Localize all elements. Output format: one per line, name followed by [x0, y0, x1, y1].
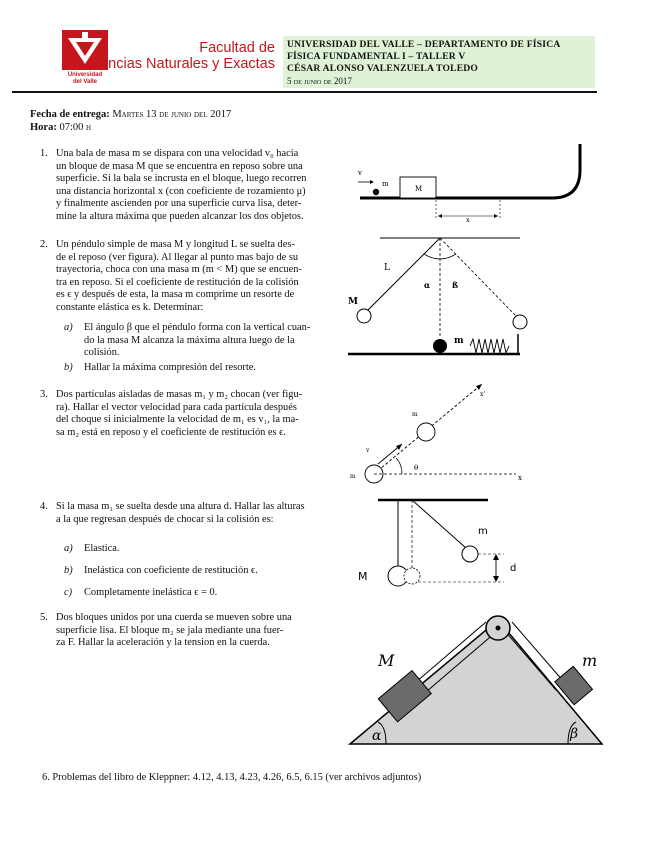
problem-number: 4. [40, 501, 48, 512]
problem-4a [64, 543, 338, 556]
problem-line: superficie. Si la bala se incrusta en el bloque, luego recorren [56, 173, 307, 185]
problem-2 [42, 239, 338, 315]
subitem-line: do la masa M alcanza la máxima altura luego de la [84, 334, 295, 346]
problem-4b [64, 565, 338, 578]
problem-line: mine la altura máxima que pueden alcanzar los dos objetos. [56, 210, 304, 222]
label-alpha: α [424, 280, 431, 290]
header-course: FÍSICA FUNDAMENTAL I – TALLER V [287, 51, 466, 62]
problem-number: 1. [40, 148, 48, 159]
label-M: M [415, 185, 423, 193]
subitem-line: Inelástica con coeficiente de restitución ϵ. [84, 565, 258, 576]
label-beta: β [570, 726, 579, 742]
header-date: 5 de junio de 2017 [287, 76, 352, 86]
subitem-label: b) [64, 565, 73, 576]
problem-6: 6. Problemas del libro de Kleppner: 4.12, 4.13, 4.23, 4.26, 6.5, 6.15 (ver archivos adjuntos) [42, 772, 422, 783]
label-alpha: α [372, 728, 382, 744]
label-v: v [358, 169, 362, 177]
problem-line: Una bala de masa m se dispara con una velocidad v₀ hacia [56, 148, 299, 159]
label-M: M [378, 651, 395, 670]
mass-m [433, 339, 447, 353]
time-label: Hora: [30, 122, 57, 133]
subitem-label: a) [64, 543, 73, 554]
due-value: Martes 13 de junio del 2017 [112, 109, 232, 120]
problem-line: trayectoria, choca con una masa m (m < M) que se encuen- [56, 264, 302, 276]
problem-line: ra). Hallar el vector velocidad para cada partícula después [56, 401, 297, 413]
label-m: m [382, 180, 389, 188]
figure-3-collision [342, 384, 534, 488]
problem-line: un bloque de masa M que se encuentra en reposo sobre una [56, 160, 303, 172]
problem-line: sa m₂ está en reposo y el coeficiente de restitución es ϵ. [56, 426, 286, 438]
header-university: UNIVERSIDAD DEL VALLE – DEPARTAMENTO DE FÍSICA [287, 39, 561, 50]
due-date [30, 109, 231, 120]
problem-1 [42, 148, 338, 224]
problem-4c [64, 587, 338, 600]
due-time [30, 122, 91, 133]
bullet-icon [373, 189, 379, 195]
problem-number: 5. [40, 612, 48, 623]
subitem-line: Hallar la máxima compresión del resorte. [84, 362, 256, 373]
problem-line: superficie lisa. El bloque m₂ se jala mediante una fuer- [56, 624, 284, 636]
label-m: m [582, 651, 598, 670]
label-m2: m [412, 411, 418, 418]
label-M: M [358, 570, 368, 583]
time-value: 07:00 h [59, 122, 92, 133]
label-m: m [478, 526, 488, 537]
figure-1-bullet-block-ramp [352, 142, 592, 224]
pendulum-m-rest [404, 568, 420, 584]
label-beta: ß [452, 280, 459, 290]
problem-line: de el reposo (ver figura). Al llegar al punto mas bajo de su [56, 251, 299, 263]
problem-line: Dos bloques unidos por una cuerda se mueven sobre una [56, 612, 292, 623]
header-rule [12, 91, 597, 93]
label-m: m [454, 336, 464, 346]
subitem-line: El ángulo β que el péndulo forma con la vertical cuan- [84, 322, 311, 333]
problem-line: es ϵ y después de esta, la masa m comprime un resorte de [56, 289, 295, 301]
figure-2-pendulum-spring [344, 234, 536, 358]
label-L: L [384, 263, 390, 273]
pendulum-m [462, 546, 478, 562]
label-m1: m [350, 473, 356, 480]
problem-3 [42, 389, 338, 439]
problem-line: una distancia horizontal x (con coeficiente de rozamiento μ) [56, 185, 306, 197]
logo-caption-line1: Universidad [67, 72, 103, 78]
logo-caption-line2: del Valle [72, 79, 97, 85]
problem-number: 2. [40, 239, 48, 250]
problem-line: y finalmente ascienden por una superficie curva lisa, deter- [56, 198, 302, 210]
problem-2a [64, 322, 338, 360]
label-d: d [510, 563, 517, 574]
subitem-line: Elastica. [84, 543, 120, 554]
figure-4-two-pendulums [352, 496, 528, 592]
problem-4 [42, 501, 338, 526]
label-x: x [466, 216, 470, 224]
subitem-label: c) [64, 587, 73, 598]
label-x: x [518, 474, 522, 482]
pendulum-mass-M [357, 309, 371, 323]
label-theta: θ [414, 464, 419, 472]
figure-5-double-incline [346, 612, 606, 748]
label-x-prime: x' [480, 391, 486, 398]
header-author: CÉSAR ALONSO VALENZUELA TOLEDO [287, 63, 479, 74]
problem-line: a la que regresan después de chocar si la colisión es: [56, 513, 274, 525]
problem-number: 3. [40, 389, 48, 400]
due-label: Fecha de entrega: [30, 109, 110, 120]
pendulum-mass-final [513, 315, 527, 329]
problem-line: del choque si inicialmente la velocidad de m₁ es v₁, la ma- [56, 414, 299, 426]
problem-line: Un péndulo simple de masa M y longitud L se suelta des- [56, 239, 295, 250]
logo-caption [60, 72, 110, 86]
problem-5 [42, 612, 338, 650]
subitem-label: a) [64, 322, 73, 333]
label-v1: v [366, 447, 370, 454]
problem-line: Dos partículas aisladas de masas m₁ y m₂ chocan (ver figu- [56, 389, 303, 400]
faculty-line1: Facultad de [199, 40, 275, 56]
problem-line: Si la masa m₁ se suelta desde una altura d. Hallar las alturas [56, 501, 305, 512]
problem-line: za F. Hallar la aceleración y la tension en la cuerda. [56, 637, 270, 649]
problem-line: constante elástica es k. Determinar: [56, 301, 204, 313]
subitem-label: b) [64, 362, 73, 373]
label-M: M [348, 297, 358, 307]
faculty-name [86, 40, 275, 72]
problem-2b [64, 362, 338, 375]
particle-m2 [417, 423, 435, 441]
spring [470, 339, 509, 353]
subitem-line: colisión. [84, 347, 120, 359]
problem-line: tra en reposo. Si el coeficiente de restitución de la colisión [56, 276, 299, 288]
subitem-line: Completamente inelástica ϵ = 0. [84, 587, 218, 598]
faculty-line2: Ciencias Naturales y Exactas [86, 56, 275, 72]
